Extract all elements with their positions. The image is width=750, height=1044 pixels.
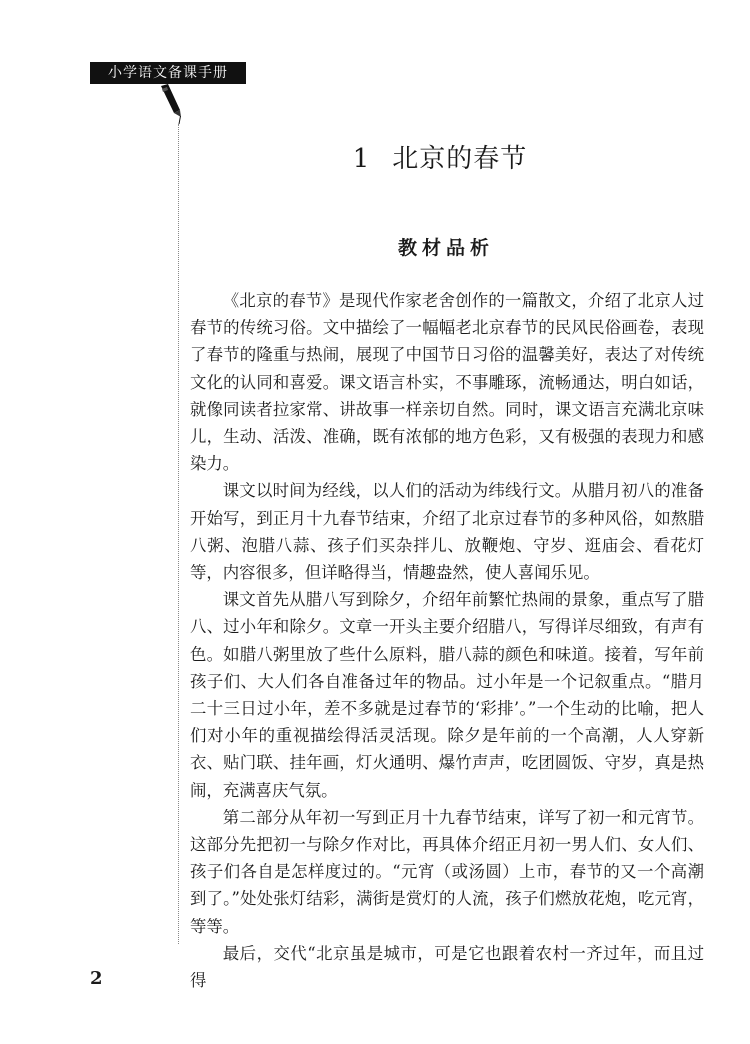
lesson-title: [180, 144, 700, 174]
paragraph: 课文以时间为经线，以人们的活动为纬线行文。从腊月初八的准备开始写，到正月十九春节结束，介绍了北京过春节的多种风俗，如熬腊八粥、泡腊八蒜、孩子们买杂拌儿、放鞭炮、守岁、逛庙会、看花灯等，内容很多，但详略得当，情趣盎然，使人喜闻乐见。: [190, 481, 704, 583]
margin-dotted-rule: [178, 124, 179, 944]
paragraph: 课文首先从腊八写到除夕，介绍年前繁忙热闹的景象，重点写了腊八、过小年和除夕。文章一开头主要介绍腊八，写得详尽细致，有声有色。如腊八粥里放了些什么原料，腊八蒜的颜色和味道。接着，写年前孩子们、大人们各自准备过年的物品。过小年是一个记叙重点。“腊月二十三日过小年，差不多就是过春节的‘彩排’。”一个生动的比喻，把人们对小年的重视描绘得活灵活现。除夕是年前的一个高潮，人人穿新衣、贴门联、挂年画，灯火通明、爆竹声声，吃团圆饭、守岁，真是热闹，充满喜庆气氛。: [190, 590, 704, 800]
book-series-label: 小学语文备课手册: [90, 62, 246, 84]
page-number: 2: [90, 968, 103, 989]
body-text: [190, 287, 704, 991]
lesson-number: 1: [352, 144, 371, 174]
section-heading: 教材品析: [397, 237, 494, 259]
paragraph: 《北京的春节》是现代作家老舍创作的一篇散文，介绍了北京人过春节的传统习俗。文中描绘了一幅幅老北京春节的民风民俗画卷，表现了春节的隆重与热闹，展现了中国节日习俗的温馨美好，表达了对传统文化的认同和喜爱。课文语言朴实，不事雕琢，流畅通达，明白如话，就像同读者拉家常、讲故事一样亲切自然。同时，课文语言充满北京味儿，生动、活泼、准确，既有浓郁的地方色彩，又有极强的表现力和感染力。: [190, 291, 704, 474]
paragraph: 第二部分从年初一写到正月十九春节结束，详写了初一和元宵节。这部分先把初一与除夕作对比，再具体介绍正月初一男人们、女人们、孩子们各自是怎样度过的。“元宵（或汤圆）上市，春节的又一个高潮到了。”处处张灯结彩，满街是赏灯的人流，孩子们燃放花炮，吃元宵，等等。: [190, 807, 704, 936]
lesson-title-text: 北京的春节: [392, 144, 528, 174]
pen-icon: [158, 84, 186, 126]
paragraph: 最后，交代“北京虽是城市，可是它也跟着农村一齐过年，而且过得: [190, 943, 704, 991]
